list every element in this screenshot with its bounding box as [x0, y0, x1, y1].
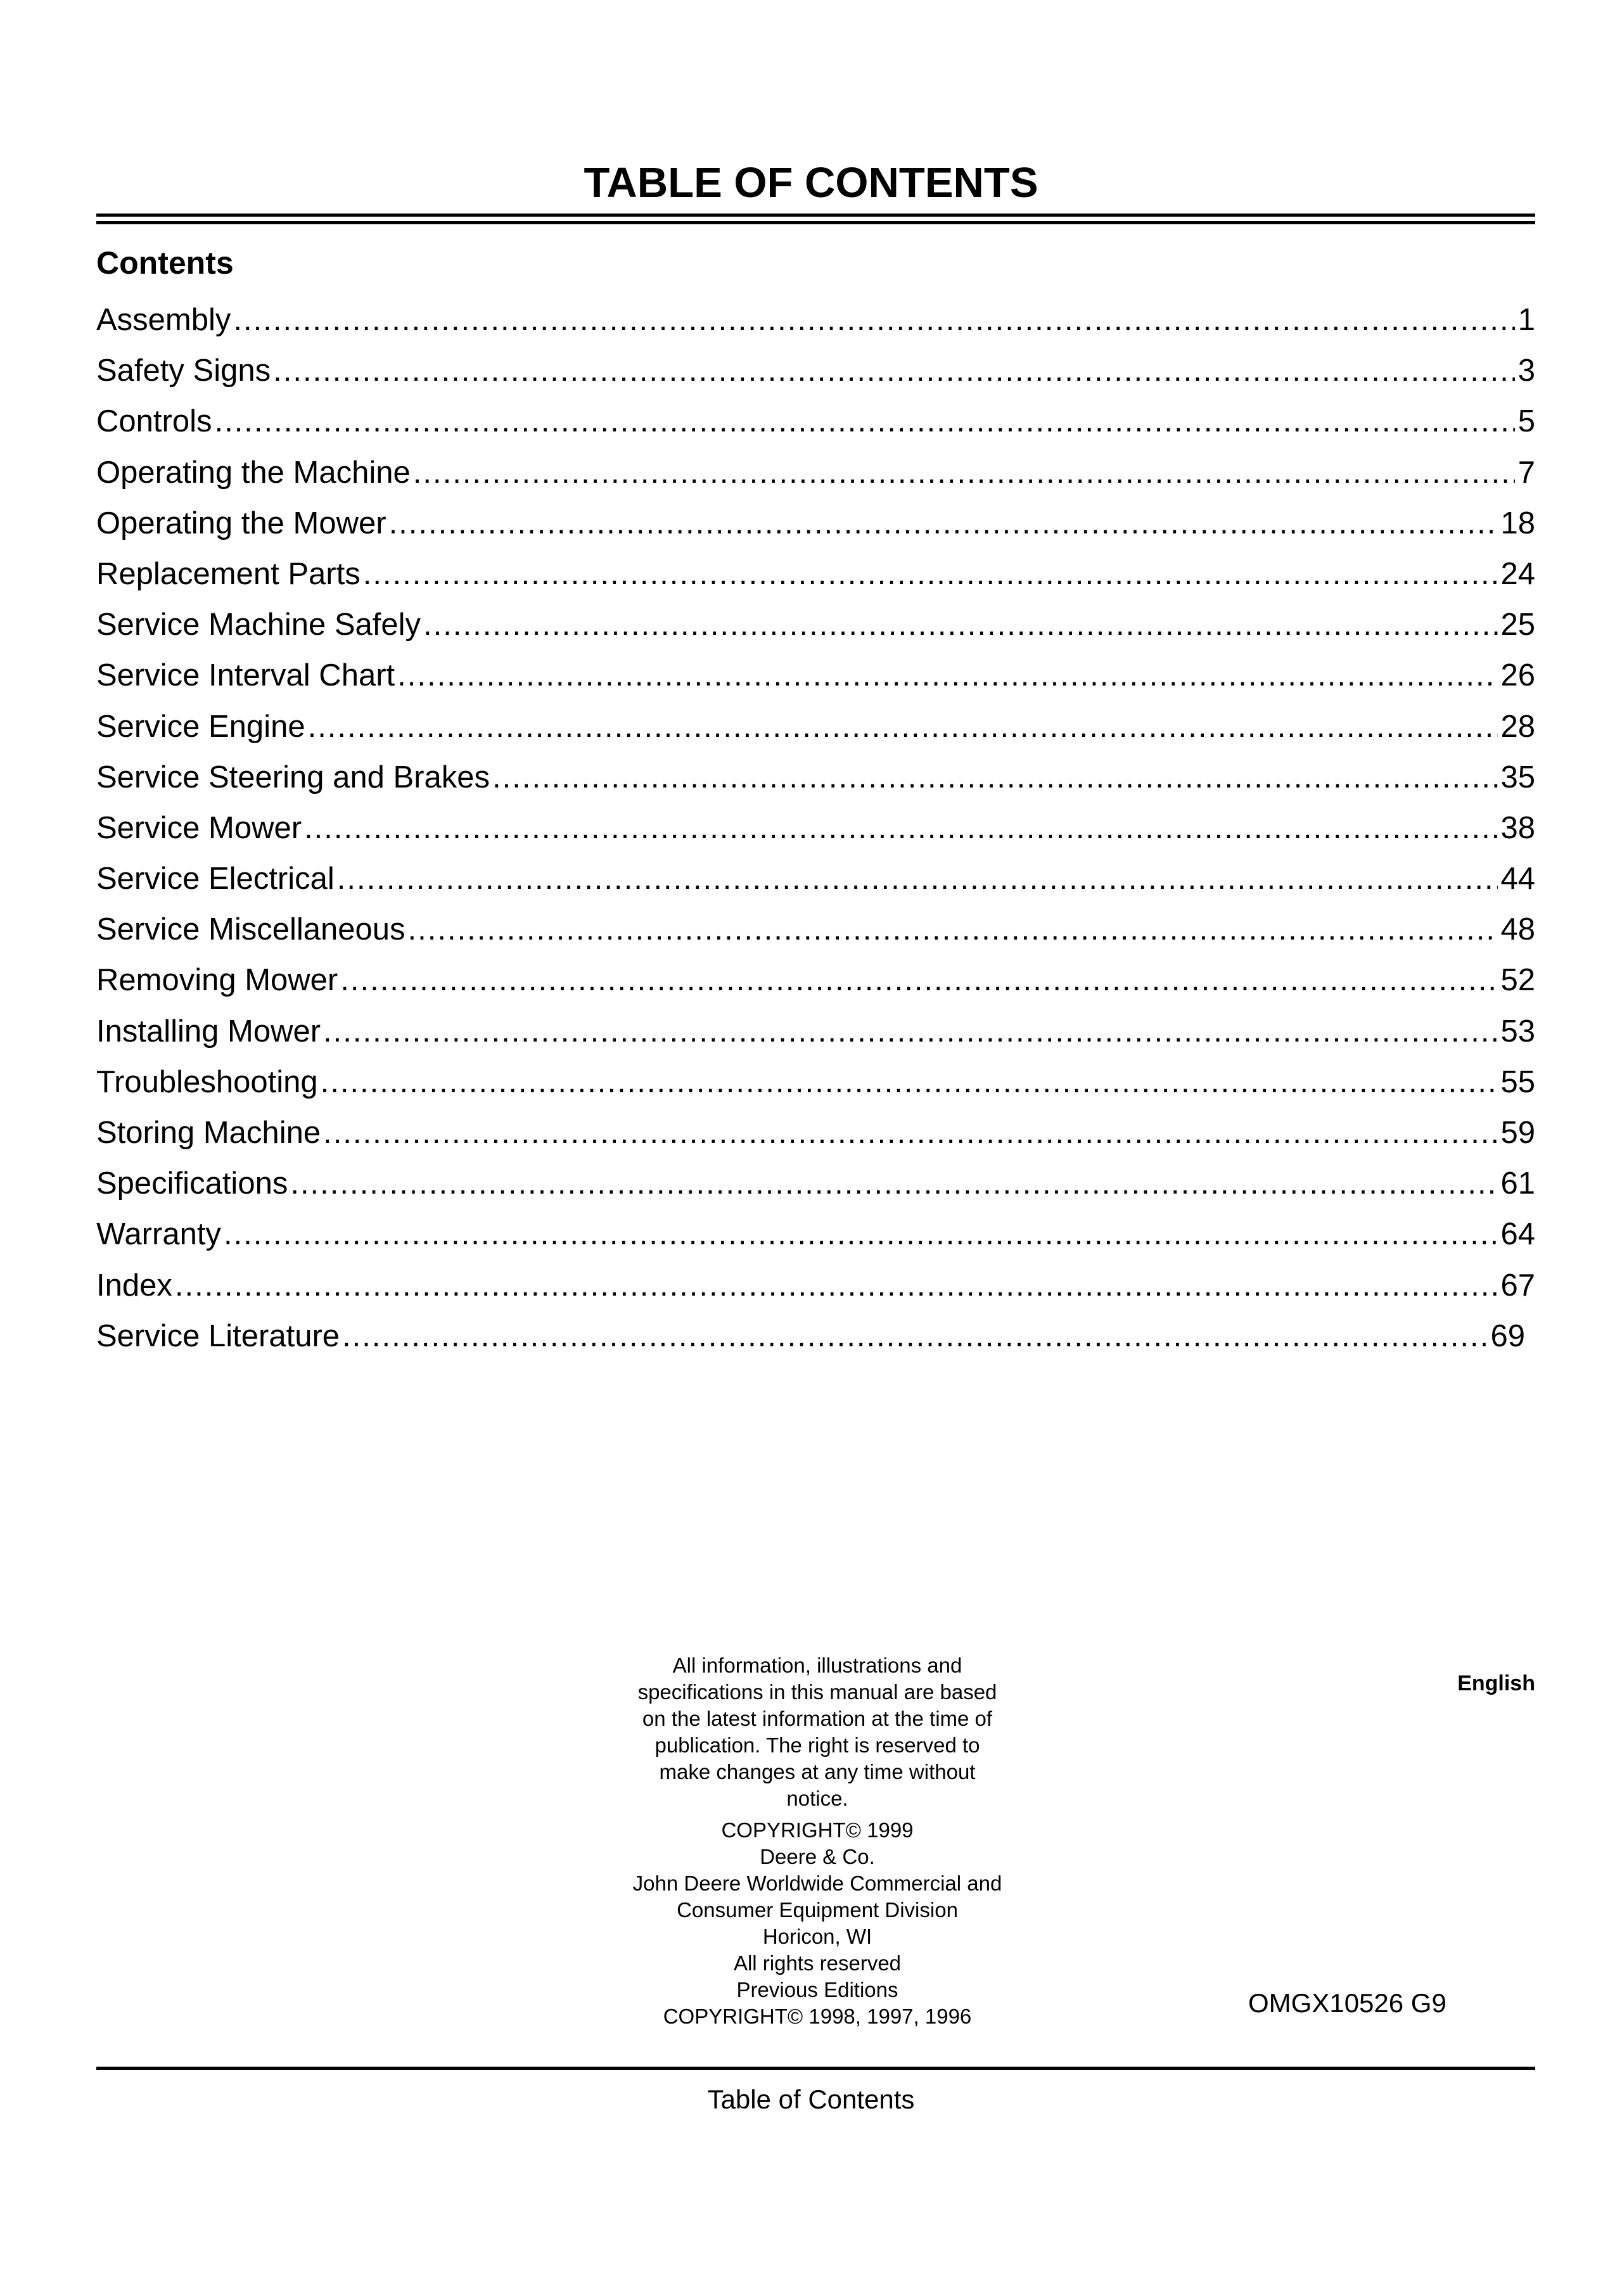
toc-entry-title: Replacement Parts: [96, 556, 361, 591]
toc-entry-title: Service Miscellaneous: [96, 912, 406, 947]
title-double-rule: [96, 214, 1535, 224]
copyright-line: COPYRIGHT© 1998, 1997, 1996: [663, 2005, 972, 2028]
toc-entry-title: Service Machine Safely: [96, 608, 421, 642]
toc-entry-page: 28: [1500, 709, 1535, 744]
toc-dot-leader: [342, 1311, 1488, 1362]
disclaimer-line: notice.: [786, 1787, 848, 1810]
toc-entry-specifications[interactable]: [96, 1158, 1535, 1209]
toc-entry-title: Troubleshooting: [96, 1064, 318, 1099]
toc-entry-title: Service Literature: [96, 1318, 340, 1353]
toc-entry-title: Warranty: [96, 1217, 221, 1252]
toc-dot-leader: [413, 447, 1515, 498]
footer-rule: [96, 2067, 1535, 2070]
footer-label: Table of Contents: [707, 2084, 915, 2114]
toc-entry-page: 3: [1517, 354, 1535, 388]
toc-entry-service-electrical[interactable]: [96, 853, 1535, 904]
toc-entry-controls[interactable]: [96, 396, 1535, 447]
toc-entry-assembly[interactable]: [96, 295, 1535, 345]
toc-entry-page: 64: [1500, 1217, 1535, 1252]
copyright-line: All rights reserved: [733, 1951, 902, 1975]
copyright-line: Previous Editions: [736, 1978, 898, 2001]
toc-dot-leader: [408, 904, 1498, 955]
toc-dot-leader: [290, 1158, 1498, 1209]
disclaimer-line: publication. The right is reserved to: [655, 1733, 980, 1757]
toc-entry-page: 53: [1500, 1014, 1535, 1049]
toc-dot-leader: [340, 955, 1498, 1005]
copyright-line: John Deere Worldwide Commercial and: [632, 1872, 1002, 1895]
toc-entry-title: Index: [96, 1268, 172, 1303]
toc-entry-service-steering-and-brakes[interactable]: [96, 752, 1535, 803]
toc-dot-leader: [363, 549, 1498, 599]
toc-entry-replacement-parts[interactable]: [96, 549, 1535, 599]
toc-entry-page: 1: [1517, 303, 1535, 337]
copyright-line: COPYRIGHT© 1999: [721, 1818, 914, 1842]
toc-entry-page: 35: [1500, 760, 1535, 794]
toc-entry-page: 48: [1500, 912, 1535, 947]
toc-dot-leader: [175, 1260, 1498, 1311]
toc-dot-leader: [304, 803, 1498, 853]
toc-dot-leader: [214, 396, 1515, 447]
toc-entry-storing-machine[interactable]: [96, 1107, 1535, 1158]
toc-entry-title: Safety Signs: [96, 354, 271, 388]
toc-entry-title: Operating the Mower: [96, 506, 386, 540]
disclaimer-line: All information, illustrations and: [672, 1654, 962, 1677]
toc-dot-leader: [323, 1006, 1498, 1057]
toc-entry-installing-mower[interactable]: [96, 1006, 1535, 1057]
toc-entry-title: Assembly: [96, 303, 231, 337]
toc-entry-page: 5: [1517, 404, 1535, 439]
toc-entry-safety-signs[interactable]: [96, 345, 1535, 396]
toc-entry-page: 18: [1500, 506, 1535, 540]
toc-entry-service-literature[interactable]: [96, 1311, 1535, 1362]
toc-dot-leader: [423, 599, 1498, 650]
toc-entry-page: 24: [1500, 556, 1535, 591]
toc-entry-page: 26: [1500, 658, 1535, 693]
toc-entry-title: Operating the Machine: [96, 455, 411, 490]
toc-dot-leader: [321, 1057, 1498, 1107]
toc-entry-service-mower[interactable]: [96, 803, 1535, 853]
toc-entry-title: Service Interval Chart: [96, 658, 395, 693]
disclaimer-line: on the latest information at the time of: [642, 1707, 993, 1730]
copyright-line: Horicon, WI: [762, 1925, 872, 1948]
toc-dot-leader: [233, 295, 1515, 345]
toc-entry-title: Specifications: [96, 1166, 288, 1201]
toc-dot-leader: [337, 853, 1498, 904]
toc-entry-title: Service Steering and Brakes: [96, 760, 490, 794]
toc-entry-service-miscellaneous[interactable]: [96, 904, 1535, 955]
toc-dot-leader: [397, 650, 1498, 701]
toc-entry-index[interactable]: [96, 1260, 1535, 1311]
disclaimer-line: specifications in this manual are based: [637, 1680, 997, 1704]
language-label: English: [1457, 1671, 1535, 1695]
toc-entry-title: Installing Mower: [96, 1014, 321, 1049]
toc-entry-page: 38: [1500, 810, 1535, 845]
toc-entry-page: 59: [1500, 1116, 1535, 1150]
toc-entry-page: 55: [1500, 1064, 1535, 1099]
toc-entry-page: 25: [1500, 608, 1535, 642]
copyright-line: Consumer Equipment Division: [677, 1898, 958, 1922]
toc-entry-operating-the-machine[interactable]: [96, 447, 1535, 498]
toc-dot-leader: [323, 1107, 1498, 1158]
toc-dot-leader: [224, 1209, 1498, 1260]
toc-entry-service-interval-chart[interactable]: [96, 650, 1535, 701]
toc-entry-page: 44: [1500, 862, 1535, 896]
copyright-notice: [615, 1817, 1020, 2030]
toc-entry-title: Service Engine: [96, 709, 305, 744]
toc-entry-title: Controls: [96, 404, 212, 439]
toc-entry-title: Service Mower: [96, 810, 302, 845]
toc-entry-page: 61: [1500, 1166, 1535, 1201]
toc-dot-leader: [389, 498, 1498, 549]
toc-entry-title: Storing Machine: [96, 1116, 321, 1150]
toc-entry-operating-the-mower[interactable]: [96, 498, 1535, 549]
page-title: TABLE OF CONTENTS: [584, 159, 1038, 207]
toc-entry-service-machine-safely[interactable]: [96, 599, 1535, 650]
toc-dot-leader: [273, 345, 1515, 396]
toc-entry-removing-mower[interactable]: [96, 955, 1535, 1005]
copyright-line: Deere & Co.: [760, 1845, 875, 1868]
toc-entry-page: 7: [1517, 455, 1535, 490]
toc-entry-service-engine[interactable]: [96, 701, 1535, 752]
section-heading: Contents: [96, 245, 234, 281]
toc-list: [96, 295, 1535, 1362]
toc-entry-page: 67: [1500, 1268, 1535, 1303]
disclaimer-line: make changes at any time without: [659, 1760, 976, 1783]
toc-entry-title: Service Electrical: [96, 862, 335, 896]
document-code: OMGX10526 G9: [1248, 1988, 1446, 2018]
toc-entry-page: 52: [1500, 963, 1535, 998]
toc-entry-page: 69: [1490, 1318, 1525, 1353]
disclaimer-block: [615, 1652, 1020, 2030]
toc-entry-title: Removing Mower: [96, 963, 338, 998]
toc-dot-leader: [492, 752, 1498, 803]
disclaimer-notice: [615, 1652, 1020, 1812]
toc-entry-troubleshooting[interactable]: [96, 1057, 1535, 1107]
toc-dot-leader: [308, 701, 1498, 752]
toc-entry-warranty[interactable]: [96, 1209, 1535, 1260]
